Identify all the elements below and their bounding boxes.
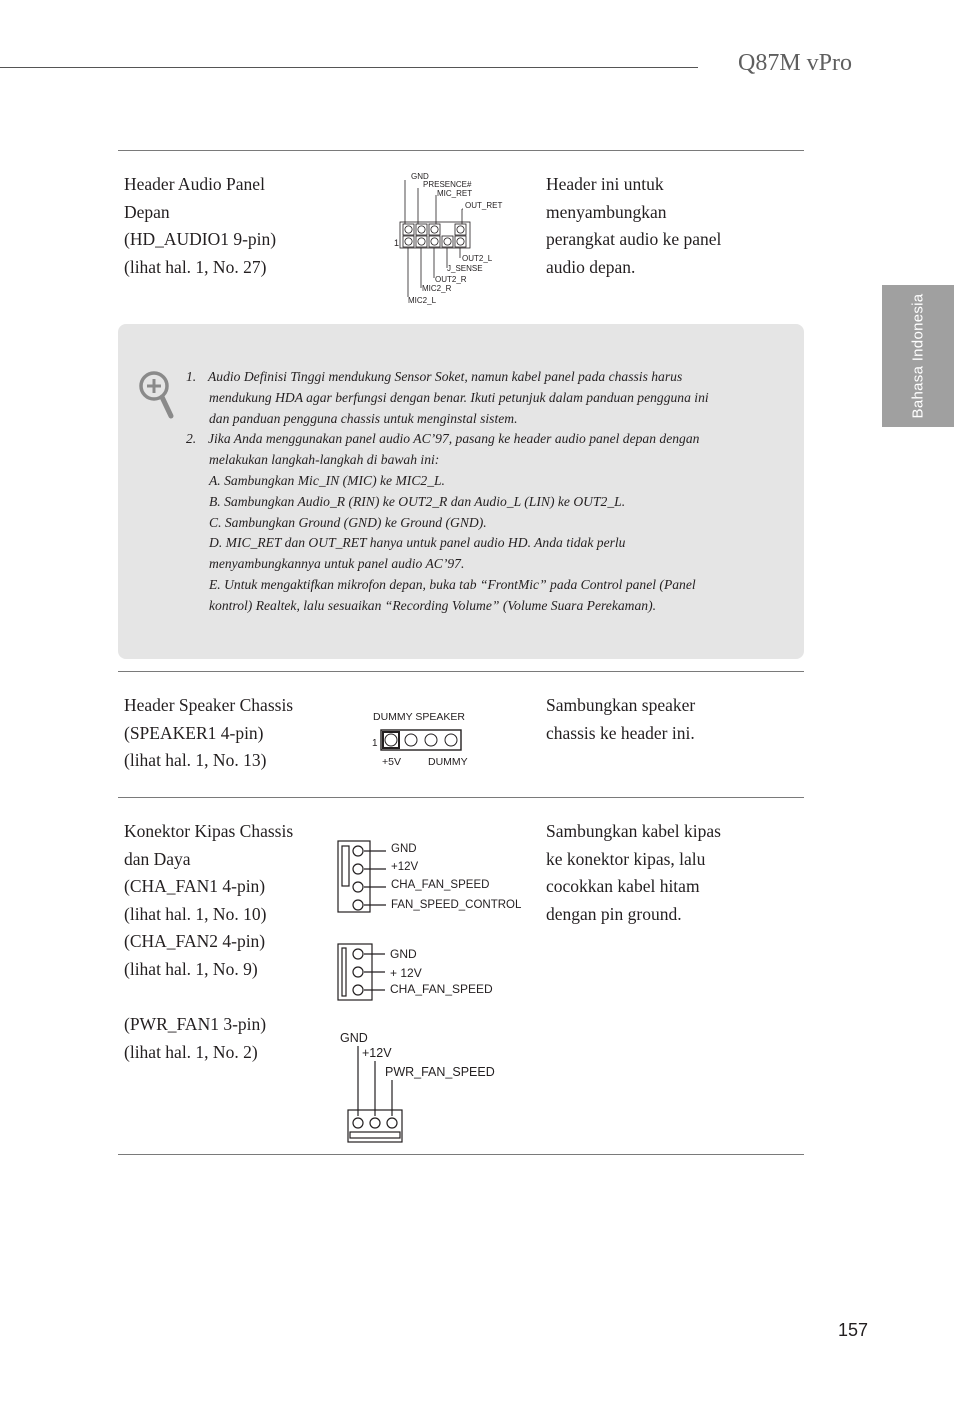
pin-label-out2-l: OUT2_L <box>462 254 493 263</box>
section-rule <box>118 797 804 798</box>
fan-connector-description: Sambungkan kabel kipas ke konektor kipas, lalu cocokkan kabel hitam dengan pin ground. <box>546 821 721 924</box>
pin-label-mic2-l: MIC2_L <box>408 296 437 305</box>
note-text: 1. Audio Definisi Tinggi mendukung Sensor Soket, namun kabel panel pada chassis harus mendukung HDA agar berfungsi dengan benar. Ikuti petunjuk dalam panduan pengguna ini dan panduan pengguna chassis untuk menginstal sistem. 2. Jika Anda menggunakan panel audio AC’97, pasang ke header audio panel depan dengan melakukan langkah-langkah di bawah ini: A. Sambungkan Mic_IN (MIC) ke MIC2_L. B. Sambungkan Audio_R (RIN) ke OUT2_R dan Audio_L (LIN) ke OUT2_L. C. Sambungkan Ground (GND) ke Ground (GND). D. MIC_RET dan OUT_RET hanya untuk panel audio HD. Anda tidak perlu menyambungkannya untuk panel audio AC’97. E. Untuk mengaktifkan mikrofon depan, buka tab “FrontMic” pada Control panel (Panel kontrol) Realtek, lalu sesuaikan “Recording Volume” (Volume Suara Perekaman). <box>186 367 776 617</box>
note-item: 2. Jika Anda menggunakan panel audio AC’97, pasang ke header audio panel depan dengan <box>186 431 700 447</box>
pin-label-gnd: GND <box>411 172 429 181</box>
pin-label-5v: +5V <box>382 756 401 768</box>
note-box <box>118 324 804 659</box>
cha-fan-4pin-diagram <box>334 838 534 916</box>
speaker-header-title: Header Speaker Chassis (SPEAKER1 4-pin) (lihat hal. 1, No. 13) <box>124 695 294 771</box>
language-tab <box>882 285 954 427</box>
pin-label-12v: +12V <box>391 861 419 873</box>
pin-label-gnd: GND <box>390 947 417 961</box>
section-rule <box>118 1154 804 1155</box>
cha-fan-3pin-diagram <box>334 940 514 1004</box>
audio-header-diagram <box>390 166 520 308</box>
speaker-header-diagram <box>370 708 490 772</box>
language-tab-label: Bahasa Indonesia <box>909 293 927 419</box>
pin-one-marker: 1 <box>394 238 400 248</box>
pin-one-marker: 1 <box>372 738 378 749</box>
pin-label-12v: +12V <box>362 1046 392 1060</box>
section-rule <box>118 671 804 672</box>
pin-label-mic2-r: MIC2_R <box>422 284 452 293</box>
pin-label-fan-speed-control: FAN_SPEED_CONTROL <box>391 899 522 911</box>
pin-label-cha-fan-speed: CHA_FAN_SPEED <box>390 982 493 996</box>
pwr-fan-3pin-diagram <box>338 1028 518 1146</box>
note-item: 1. Audio Definisi Tinggi mendukung Sensor Soket, namun kabel panel pada chassis harus <box>186 369 683 384</box>
page-number: 157 <box>838 1320 869 1340</box>
header-rule <box>0 67 698 68</box>
section-rule <box>118 150 804 151</box>
pin-label-out-ret: OUT_RET <box>465 201 503 210</box>
speaker-header-description: Sambungkan speaker chassis ke header ini. <box>546 695 696 743</box>
pin-label-gnd: GND <box>391 843 417 855</box>
pin-label-12v: + 12V <box>390 966 422 980</box>
audio-header-title: Header Audio Panel Depan (HD_AUDIO1 9-pin) (lihat hal. 1, No. 27) <box>124 174 277 277</box>
pin-label-gnd: GND <box>340 1031 368 1045</box>
magnifier-plus-icon <box>138 370 178 420</box>
pin-label-dummy: DUMMY <box>428 756 468 768</box>
speaker-top-labels: DUMMY SPEAKER <box>373 711 465 723</box>
fan-connector-title: Konektor Kipas Chassis dan Daya (CHA_FAN1 4-pin) (lihat hal. 1, No. 10) (CHA_FAN2 4-pin) (lihat hal. 1, No. 9) (PWR_FAN1 3-pin) (lihat hal. 1, No. 2) <box>124 821 294 1062</box>
pin-label-mic-ret: MIC_RET <box>437 189 473 198</box>
pin-label-presence: PRESENCE# <box>423 180 472 189</box>
pin-label-out2-r: OUT2_R <box>435 275 467 284</box>
pin-label-pwr-fan-speed: PWR_FAN_SPEED <box>385 1065 495 1079</box>
audio-header-description: Header ini untuk menyambungkan perangkat audio ke panel audio depan. <box>546 174 722 277</box>
model-title: Q87M vPro <box>738 50 853 76</box>
pin-label-j-sense: J_SENSE <box>447 264 483 273</box>
pin-label-cha-fan-speed: CHA_FAN_SPEED <box>391 879 490 891</box>
